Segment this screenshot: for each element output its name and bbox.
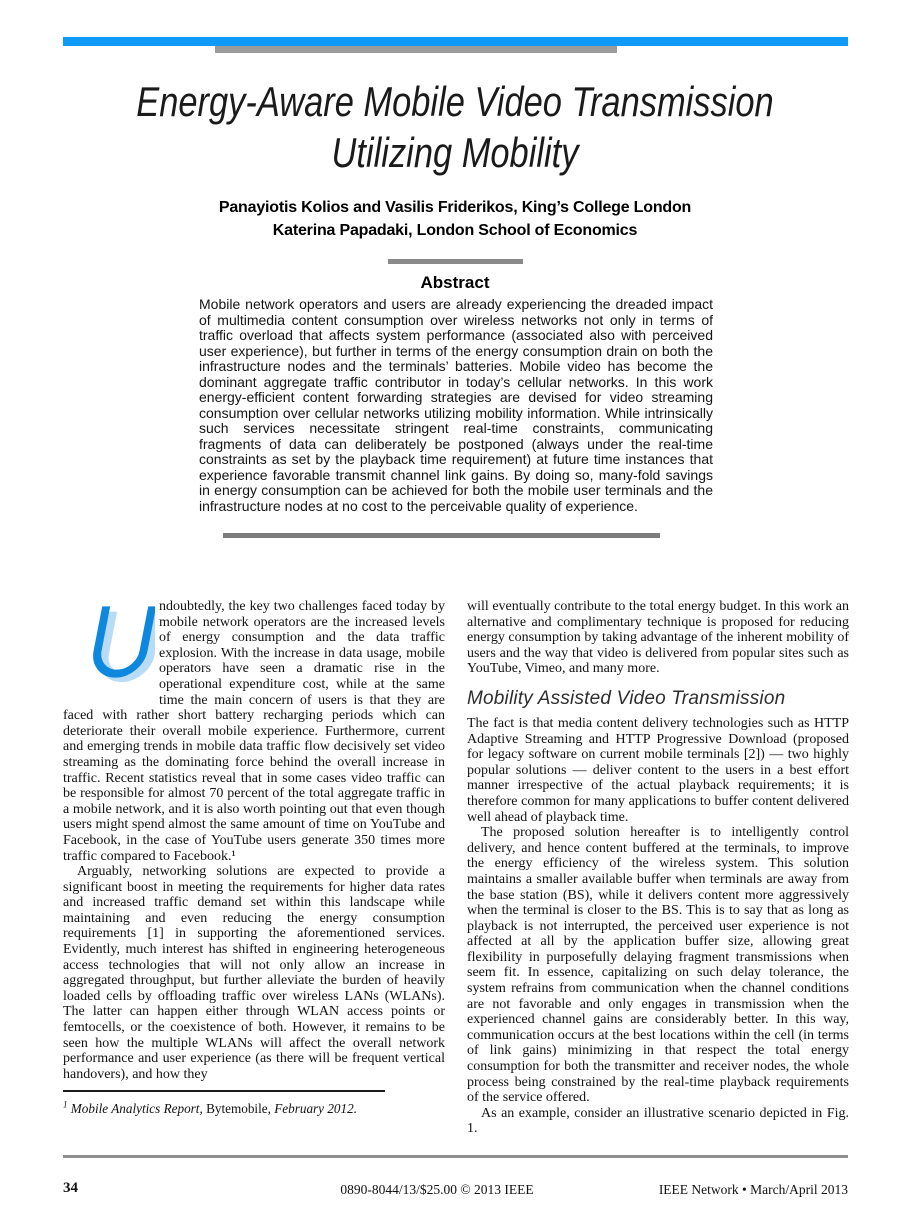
paragraph-intro — [63, 599, 445, 864]
footer — [63, 1180, 848, 1200]
paragraph-http: The fact is that media content delivery technologies such as HTTP Adaptive Streaming and HTTP Progressive Download (proposed for legacy software on current mobile terminals [2]) — two highly popular solutions — deliver content to the users in a best effort manner irrespective of the actual playback requirements; it is therefore common for many applications to buffer content delivered well ahead of playback time. — [467, 715, 849, 825]
paragraph-continuation: will eventually contribute to the total energy budget. In this work an alternative and complimentary technique is proposed for reducing energy consumption by taking advantage of the inherent mobility of users and the way that video is delivered from popular sites such as YouTube, Vimeo, and many more. — [467, 599, 849, 677]
paragraph-networking: Arguably, networking solutions are expected to provide a significant boost in meeting the requirements for higher data rates and increased traffic demand set within this landscape while maintaining and even reducing the energy consumption requirements [1] in supporting the aforementioned services. Evidently, much interest has shifted in engineering heterogeneous access technologies that will not only allow an increase in aggregated throughput, but further alleviate the burden of heavily loaded cells by offloading traffic over wireless LANs (WLANs). The latter can happen either through WLAN access points or femtocells, or the coexistence of both. However, it remains to be seen how the multiple WLANs will affect the overall network performance and user experience (as there will be frequent vertical handovers), and how they — [63, 864, 445, 1082]
abstract-bottom-rule — [223, 533, 660, 538]
column-right — [467, 599, 849, 1137]
column-left — [63, 599, 445, 1137]
paper-title-line1: Energy-Aware Mobile Video Transmission — [136, 78, 774, 125]
page-number: 34 — [63, 1180, 78, 1196]
paragraph-intro-text: ndoubtedly, the key two challenges faced today by mobile network operators are the increased levels of energy consumption and the data traffic explosion. With the increase in data usage, mobile operators have seen a dramatic rise in the operational expenditure cost, while at the same time the main concern of users is that they are faced with rather short battery recharging periods which can deteriorate their overall mobile experience. Furthermore, current and emerging trends in mobile data traffic flow decisively set video streaming as the dominating force behind the overall increase in traffic. Recent statistics reveal that in some cases video traffic can be responsible for almost 70 percent of the total aggregate traffic in a mobile network, and it is also worth pointing out that even though users might spend almost the same amount of time on YouTube and Facebook, in the case of YouTube users generate 350 times more traffic compared to Facebook.¹ — [63, 599, 445, 864]
footnote-marker: 1 — [63, 1100, 68, 1111]
abstract-top-rule — [388, 259, 523, 264]
paragraph-proposed-solution: The proposed solution hereafter is to intelligently control delivery, and hence content buffered at the terminals, to improve the energy efficiency of the wireless system. This solution maintains a smaller available buffer when terminals are away from the base station (BS), while it delivers content more aggressively when the terminal is closer to the BS. This is to say that as long as playback is not interrupted, the perceived user experience is not affected at all by the application buffer size, allowing great flexibility in purposefully delaying fragment transmissions when seem fit. In essence, capitalizing on such delay tolerance, the system refrains from communication when the channel conditions are not favorable and only engages in transmission when the experienced channel gains are considerably better. In this way, communication occurs at the best locations within the cell (in terms of link gains) minimizing in that respect the total energy consumption for both the transmitter and receiver nodes, the whole process being constrained by the real-time playback requirements of the service offered. — [467, 825, 849, 1106]
article-columns — [63, 599, 849, 1137]
paragraph-example: As an example, consider an illustrative scenario depicted in Fig. 1. — [467, 1105, 849, 1137]
author-line1: Panayiotis Kolios and Vasilis Friderikos, King’s College London — [218, 199, 692, 216]
dropcap-character — [63, 695, 64, 696]
footer-rule — [63, 1155, 848, 1158]
abstract-heading: Abstract — [420, 273, 490, 292]
footnote-rule — [63, 1090, 385, 1092]
author-block — [0, 196, 910, 242]
copyright-notice: 0890-8044/13/$25.00 © 2013 IEEE — [340, 1182, 534, 1197]
paper-title-line2: Utilizing Mobility — [331, 129, 579, 176]
author-line2: Katerina Papadaki, London School of Economics — [272, 222, 638, 239]
footnote-block — [63, 1090, 445, 1117]
dropcap-letter-u — [63, 601, 155, 695]
footnote-publisher: Bytemobile, — [202, 1101, 275, 1117]
journal-issue: IEEE Network • March/April 2013 — [658, 1182, 848, 1197]
footnote-text — [63, 1101, 445, 1117]
footnote-source: Mobile Analytics Report, — [70, 1101, 203, 1117]
paper-title — [0, 76, 910, 178]
abstract-body: Mobile network operators and users are already experiencing the dreaded impact of multimedia content consumption over wireless networks not only in terms of traffic overload that affects system performance (associated also with perceived user experience), but further in terms of the energy consumption drain on both the infrastructure nodes and the terminals’ batteries. Mobile video has become the dominant aggregate traffic contributor in today’s cellular networks. In this work energy-efficient content forwarding strategies are devised for video streaming consumption over cellular networks utilizing mobility information. While intrinsically such services necessitate stringent real-time constraints, communicating fragments of data can deliberately be postponed (always under the real-time constraints as set by the playback time requirement) at future time instances that experience favorable transmit channel link gains. By doing so, many-fold savings in energy consumption can be achieved for both the mobile user terminals and the infrastructure nodes at no cost to the perceivable quality of experience. — [199, 296, 713, 514]
section-heading-mobility: Mobility Assisted Video Transmission — [467, 687, 786, 709]
footnote-date: February 2012. — [274, 1101, 357, 1117]
top-accent-bar — [63, 37, 848, 46]
